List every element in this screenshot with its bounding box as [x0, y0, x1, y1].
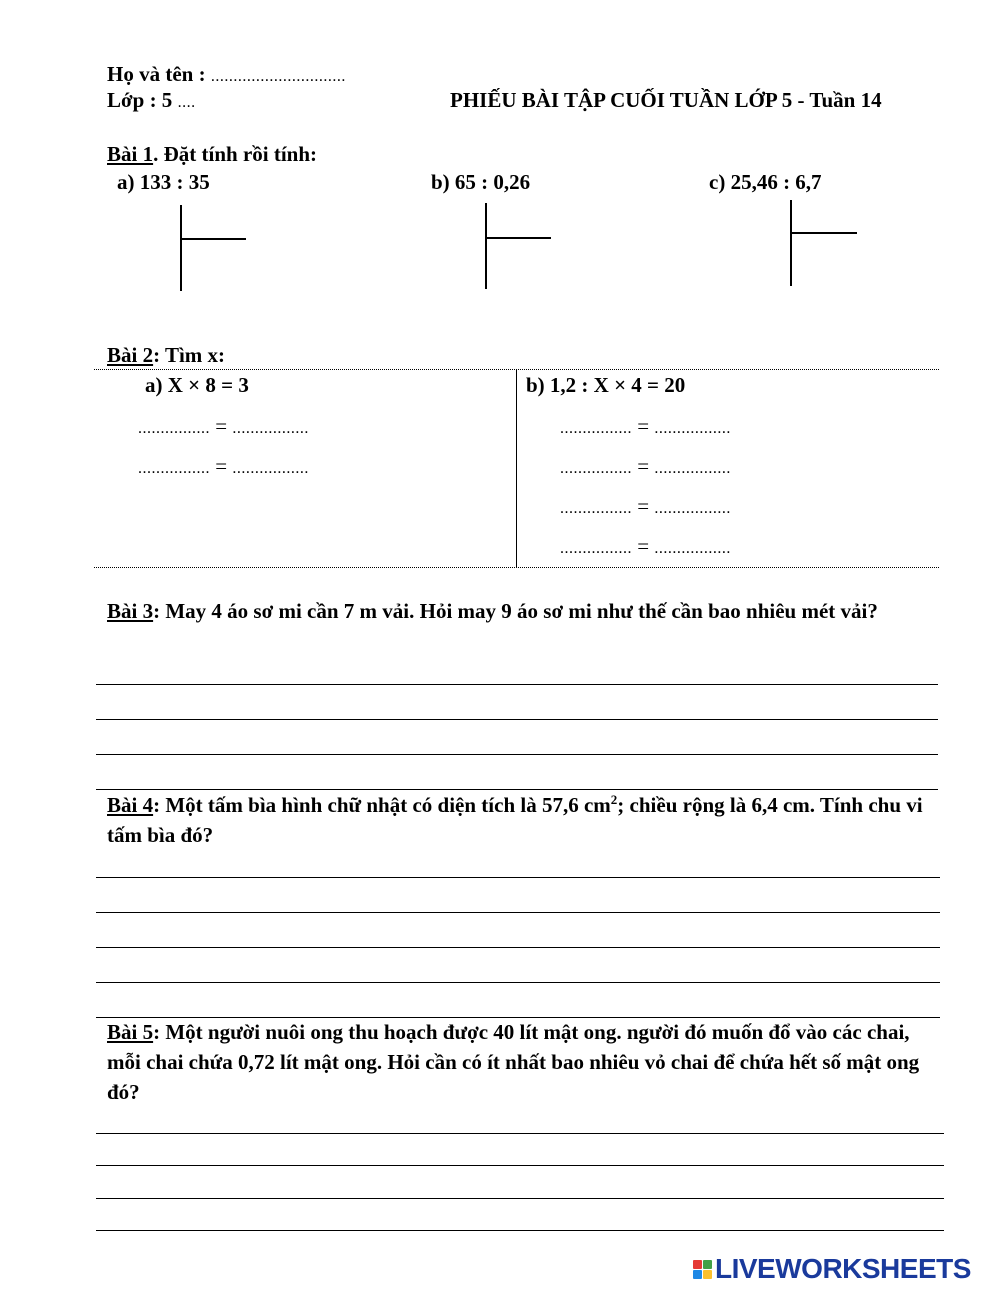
bai5-question: [107, 1017, 947, 1107]
class-label: Lớp : 5: [107, 88, 173, 112]
bai5-text: : Một người nuôi ong thu hoạch được 40 lít mật ong. người đó muốn đổ vào các chai, mỗi chai chứa 0,72 lít mật ong. Hỏi cần có ít nhất bao nhiêu vỏ chai để chứa hết số mật ong đó?: [107, 1020, 920, 1104]
bai2-table-divider: [516, 369, 517, 567]
bai2-a-step-2[interactable]: ................ = .................: [138, 454, 309, 478]
bai2-label: Bài 2: [107, 343, 154, 367]
bai4-answer-line-2[interactable]: [96, 912, 940, 913]
student-name-line: [107, 64, 346, 85]
bai2-b-step-1[interactable]: ................ = .................: [560, 414, 731, 438]
bai2-b-step-3[interactable]: ................ = .................: [560, 494, 731, 518]
bai1-item-b: b) 65 : 0,26: [431, 170, 531, 194]
bai2-a-title: a) X × 8 = 3: [145, 373, 249, 397]
bai1-item-a: a) 133 : 35: [117, 170, 210, 194]
bai2-b-step-2[interactable]: ................ = .................: [560, 454, 731, 478]
bai3-answer-line-2[interactable]: [96, 719, 938, 720]
bai2-table-bottom-border: [94, 567, 939, 568]
bai1-heading: [107, 144, 317, 165]
bai5-label: Bài 5: [107, 1020, 154, 1044]
bai1-text: . Đặt tính rồi tính:: [153, 142, 318, 166]
bai4-answer-line-3[interactable]: [96, 947, 940, 948]
bai4-answer-line-4[interactable]: [96, 982, 940, 983]
bai2-b-title: b) 1,2 : X × 4 = 20: [526, 373, 686, 397]
bai3-text: : May 4 áo sơ mi cần 7 m vải. Hỏi may 9 áo sơ mi như thế cần bao nhiêu mét vải?: [153, 599, 878, 623]
bai2-b-step-4[interactable]: ................ = .................: [560, 534, 731, 558]
name-field[interactable]: ..............................: [210, 68, 346, 85]
bai5-answer-line-3[interactable]: [96, 1198, 944, 1199]
bai1-item-c: c) 25,46 : 6,7: [709, 170, 822, 194]
worksheet-title: PHIẾU BÀI TẬP CUỐI TUẦN LỚP 5 - Tuần 14: [450, 88, 882, 112]
bai2-a-step-1[interactable]: ................ = .................: [138, 414, 309, 438]
bai5-answer-line-2[interactable]: [96, 1165, 944, 1166]
bai3-question: [107, 596, 937, 626]
bai4-answer-line-1[interactable]: [96, 877, 940, 878]
name-label: Họ và tên :: [107, 62, 206, 86]
class-line: [107, 90, 196, 111]
bai2-text: : Tìm x:: [153, 343, 226, 367]
bai4-question: Bài 4: Một tấm bìa hình chữ nhật có diện tích là 57,6 $cm^2$; chiều rộng là 6,4 cm. Tính chu vi tấm bìa đó?: [107, 792, 923, 847]
bai3-label: Bài 3: [107, 599, 154, 623]
bai5-answer-line-1[interactable]: [96, 1133, 944, 1134]
bai4-label: Bài 4: [107, 793, 154, 817]
bai2-heading: [107, 345, 225, 366]
class-field[interactable]: ....: [177, 94, 196, 111]
logo-text: LIVEWORKSHEETS: [715, 1253, 971, 1284]
bai3-answer-line-1[interactable]: [96, 684, 938, 685]
bai1-label: Bài 1: [107, 142, 154, 166]
bai5-answer-line-4[interactable]: [96, 1230, 944, 1231]
liveworksheets-logo[interactable]: [693, 1255, 971, 1283]
bai3-answer-line-3[interactable]: [96, 754, 938, 755]
liveworksheets-logo-icon: [693, 1260, 712, 1279]
